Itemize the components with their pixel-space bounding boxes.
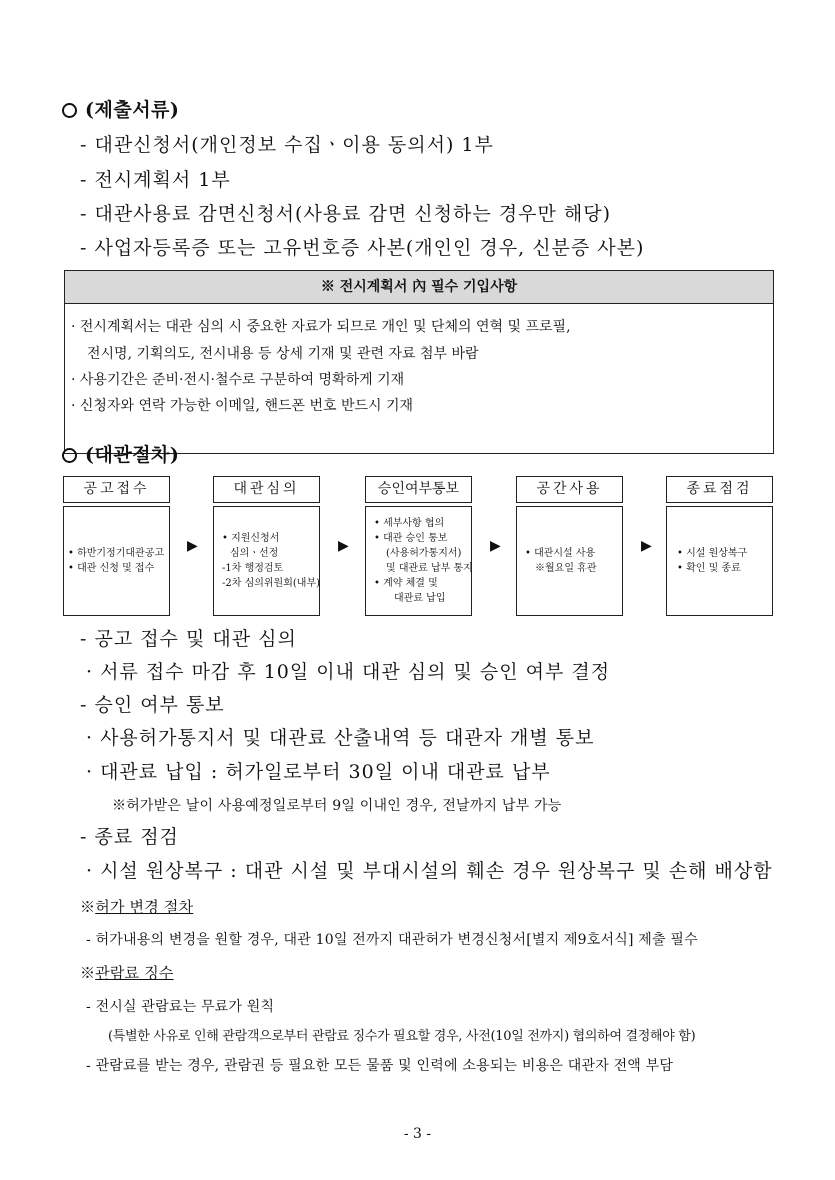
step-title: 공간사용 xyxy=(516,476,623,503)
step-line: • 계약 체결 및 xyxy=(374,578,438,589)
detail-line: · 대관료 납입 : 허가일로부터 30일 이내 대관료 납부 xyxy=(86,761,551,783)
step-line: 및 대관료 납부 통지 xyxy=(386,563,473,574)
step-title: 종료점검 xyxy=(666,476,773,503)
notice-box-header: ※ 전시계획서 內 필수 기입사항 xyxy=(65,271,773,304)
circle-bullet-icon xyxy=(62,103,77,118)
detail-line: - 종료 점검 xyxy=(80,826,179,848)
step-line: -1차 행정검토 xyxy=(222,563,284,574)
step-line: ※월요일 휴관 xyxy=(535,563,597,574)
step-body xyxy=(365,506,472,616)
procedure-step-inspection xyxy=(666,476,773,574)
procedure-step-approval xyxy=(365,476,473,604)
admission-heading: ※관람료 징수 xyxy=(80,964,174,982)
step-line: -2차 심의위원회(내부) xyxy=(222,578,321,589)
step-body xyxy=(63,506,170,616)
section-title-submit-docs: (제출서류) xyxy=(62,95,179,122)
submit-doc-item: - 전시계획서 1부 xyxy=(80,169,231,191)
page-number: - 3 - xyxy=(403,1126,432,1142)
step-body xyxy=(213,506,320,616)
step-body xyxy=(516,506,623,616)
step-title: 공고접수 xyxy=(63,476,170,503)
change-procedure-heading: ※허가 변경 절차 xyxy=(80,898,194,916)
step-line: • 대관 승인 통보 xyxy=(374,533,448,544)
arrow-right-icon: ▶ xyxy=(641,538,652,554)
circle-bullet-icon xyxy=(62,448,77,463)
submit-doc-item: - 대관사용료 감면신청서(사용료 감면 신청하는 경우만 해당) xyxy=(80,203,611,225)
arrow-right-icon: ▶ xyxy=(338,538,349,554)
step-line: 대관료 납입 xyxy=(394,593,446,604)
step-line: • 세부사항 협의 xyxy=(374,518,445,529)
procedure-step-review xyxy=(213,476,321,589)
submit-doc-item: - 대관신청서(개인정보 수집ㆍ이용 동의서) 1부 xyxy=(80,134,494,156)
detail-line: - 공고 접수 및 대관 심의 xyxy=(80,628,297,650)
detail-line: - 승인 여부 통보 xyxy=(80,694,225,716)
step-line: (사용허가통지서) xyxy=(386,548,462,559)
detail-line: · 서류 접수 마감 후 10일 이내 대관 심의 및 승인 여부 결정 xyxy=(86,661,611,683)
step-line: • 확인 및 종료 xyxy=(677,563,741,574)
change-procedure-text: - 허가내용의 변경을 원할 경우, 대관 10일 전까지 대관허가 변경신청서[별지 제9호서식] 제출 필수 xyxy=(86,932,698,948)
detail-line: · 시설 원상복구 : 대관 시설 및 부대시설의 훼손 경우 원상복구 및 손해 배상함 xyxy=(86,860,773,882)
detail-line: · 사용허가통지서 및 대관료 산출내역 등 대관자 개별 통보 xyxy=(86,727,595,749)
notice-line: · 신청자와 연락 가능한 이메일, 핸드폰 번호 반드시 기재 xyxy=(71,398,414,414)
arrow-right-icon: ▶ xyxy=(490,538,501,554)
submit-doc-item: - 사업자등록증 또는 고유번호증 사본(개인인 경우, 신분증 사본) xyxy=(80,237,645,259)
notice-box xyxy=(64,270,774,454)
procedure-step-usage xyxy=(516,476,623,574)
notice-line: · 사용기간은 준비·전시·철수로 구분하여 명확하게 기재 xyxy=(71,372,405,388)
section-title-procedure: (대관절차) xyxy=(62,440,179,467)
admission-line: - 전시실 관람료는 무료가 원칙 xyxy=(86,999,275,1015)
step-line: • 대관시설 사용 xyxy=(525,548,596,559)
step-body xyxy=(666,506,773,616)
admission-note: (특별한 사유로 인해 관람객으로부터 관람료 징수가 필요할 경우, 사전(10일 전까지) 협의하여 결정해야 함) xyxy=(108,1029,696,1044)
procedure-step-announcement xyxy=(63,476,170,574)
notice-line: 전시명, 기획의도, 전시내용 등 상세 기재 및 관련 자료 첨부 바람 xyxy=(87,346,479,362)
arrow-right-icon: ▶ xyxy=(187,538,198,554)
step-line: • 하반기정기대관공고 xyxy=(68,548,165,559)
step-line: • 지원신청서 xyxy=(222,533,280,544)
admission-line: - 관람료를 받는 경우, 관람권 등 필요한 모든 물품 및 인력에 소용되는 비용은 대관자 전액 부담 xyxy=(86,1058,674,1074)
step-line: 심의ㆍ선정 xyxy=(230,548,279,559)
step-line: • 대관 신청 및 접수 xyxy=(68,563,155,574)
detail-note: ※허가받은 날이 사용예정일로부터 9일 이내인 경우, 전날까지 납부 가능 xyxy=(112,798,562,814)
step-line: • 시설 원상복구 xyxy=(677,548,748,559)
step-title: 대관심의 xyxy=(213,476,320,503)
step-title: 승인여부통보 xyxy=(365,476,472,503)
notice-line: · 전시계획서는 대관 심의 시 중요한 자료가 되므로 개인 및 단체의 연혁 및 프로필, xyxy=(71,319,571,335)
